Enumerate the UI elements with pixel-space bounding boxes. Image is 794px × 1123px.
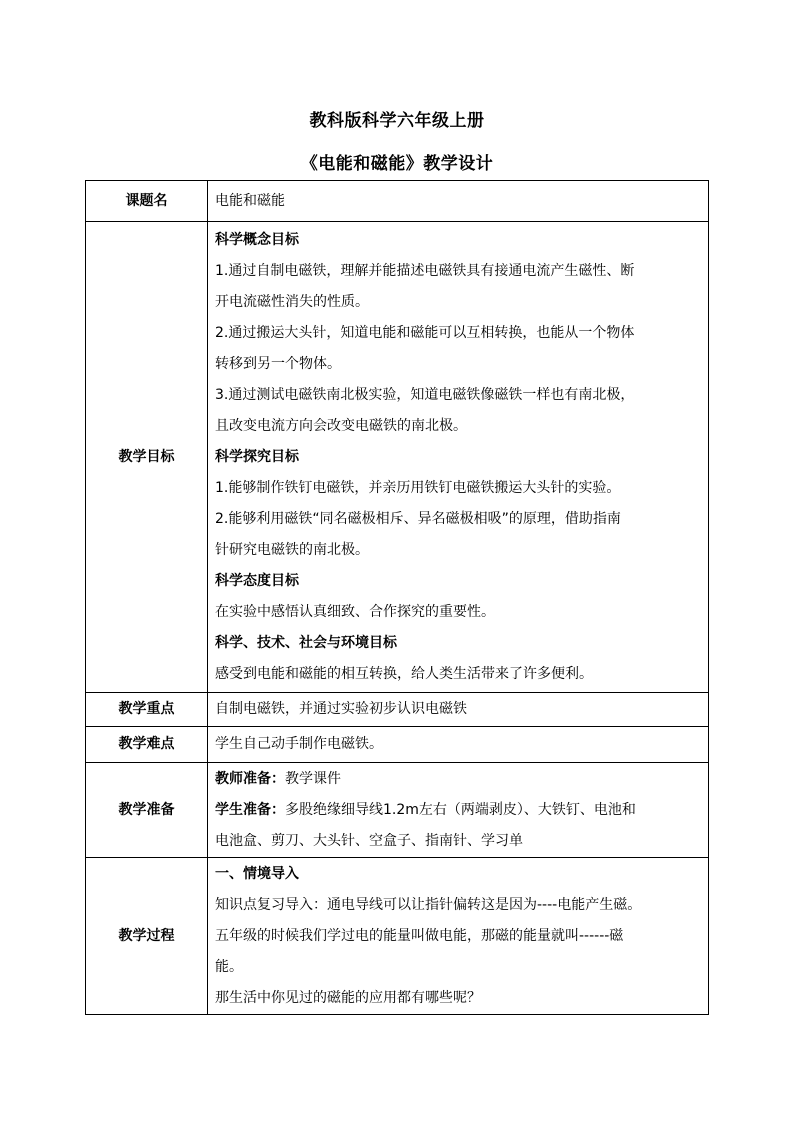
student-prep-value-a: 多股绝缘细导线1.2m左右（两端剥皮）、大铁钉、电池和: [285, 801, 636, 818]
teacher-prep-value: 教学课件: [285, 770, 341, 787]
inquiry-objective-1: 1.能够制作铁钉电磁铁，并亲历用铁钉电磁铁搬运大头针的实验。: [215, 479, 621, 496]
concept-objective-3b: 且改变电流方向会改变电磁铁的南北极。: [215, 417, 467, 434]
row-value-objectives: [208, 222, 709, 693]
concept-objective-1a: 1.通过自制电磁铁，理解并能描述电磁铁具有接通电流产生磁性、断: [215, 262, 635, 279]
row-label-difficulty: 教学难点: [86, 727, 208, 763]
process-heading: 一、情境导入: [215, 865, 299, 882]
row-label-process: 教学过程: [86, 858, 208, 1015]
document-title: 教科版科学六年级上册: [309, 111, 485, 131]
row-value-topic: 电能和磁能: [208, 181, 709, 222]
row-value-difficulty: 学生自己动手制作电磁铁。: [208, 727, 709, 763]
table-row-objectives: [86, 222, 709, 693]
row-value-process: [208, 858, 709, 1015]
row-value-key-point: 自制电磁铁，并通过实验初步认识电磁铁: [208, 693, 709, 727]
concept-objective-1b: 开电流磁性消失的性质。: [215, 293, 369, 310]
teacher-prep-label: 教师准备：: [215, 770, 285, 787]
concept-objective-2a: 2.通过搬运大头针，知道电能和磁能可以互相转换，也能从一个物体: [215, 324, 635, 341]
concept-objective-heading: 科学概念目标: [215, 231, 299, 248]
process-line-1: 知识点复习导入：通电导线可以让指针偏转这是因为----电能产生磁。: [215, 896, 642, 913]
row-label-topic: 课题名: [86, 181, 208, 222]
row-label-preparation: 教学准备: [86, 763, 208, 858]
process-line-2: 五年级的时候我们学过电的能量叫做电能，那磁的能量就叫------磁: [215, 927, 624, 944]
document-subtitle: 《电能和磁能》教学设计: [300, 154, 494, 174]
lesson-plan-table: [85, 180, 709, 1015]
row-value-preparation: [208, 763, 709, 858]
inquiry-objective-2a: 2.能够利用磁铁“同名磁极相斥、异名磁极相吸”的原理，借助指南: [215, 510, 621, 527]
stse-objective-heading: 科学、技术、社会与环境目标: [215, 634, 397, 651]
process-line-4: 那生活中你见过的磁能的应用都有哪些呢？: [215, 989, 481, 1006]
attitude-objective-heading: 科学态度目标: [215, 572, 299, 589]
table-row-key-point: [86, 693, 709, 727]
table-row-topic: [86, 181, 709, 222]
row-label-key-point: 教学重点: [86, 693, 208, 727]
stse-objective-1: 感受到电能和磁能的相互转换，给人类生活带来了许多便利。: [215, 665, 593, 682]
student-prep-label: 学生准备：: [215, 801, 285, 818]
concept-objective-2b: 转移到另一个物体。: [215, 355, 341, 372]
process-line-3: 能。: [215, 958, 243, 975]
concept-objective-3a: 3.通过测试电磁铁南北极实验，知道电磁铁像磁铁一样也有南北极，: [215, 386, 635, 403]
table-row-process: [86, 858, 709, 1015]
inquiry-objective-2b: 针研究电磁铁的南北极。: [215, 541, 369, 558]
attitude-objective-1: 在实验中感悟认真细致、合作探究的重要性。: [215, 603, 495, 620]
table-row-preparation: [86, 763, 709, 858]
student-prep-value-b: 电池盒、剪刀、大头针、空盒子、指南针、学习单: [215, 832, 523, 849]
row-label-objectives: 教学目标: [86, 222, 208, 693]
inquiry-objective-heading: 科学探究目标: [215, 448, 299, 465]
table-row-difficulty: [86, 727, 709, 763]
